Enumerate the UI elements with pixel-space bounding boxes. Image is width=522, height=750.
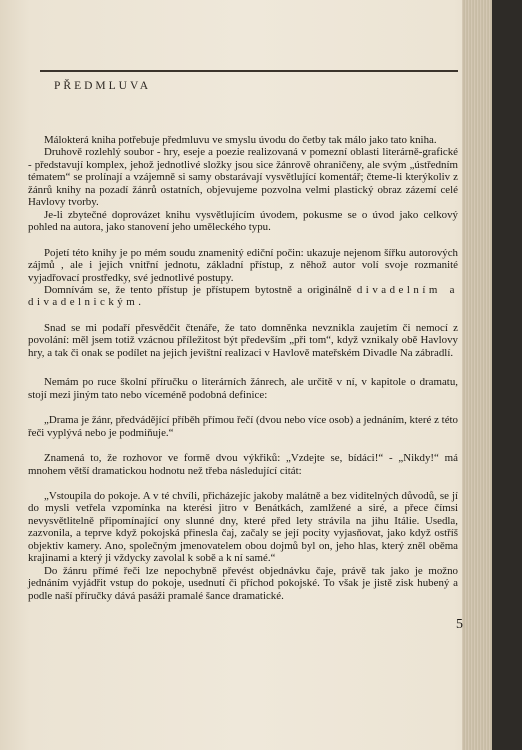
page-edge	[462, 0, 492, 750]
body-text	[28, 134, 458, 602]
spaced-emphasis: divadelním a divadelnickým	[28, 283, 458, 309]
paragraph: Nemám po ruce školní příručku o literárních žánrech, ale určitě v ní, v kapitole o dramatu, stojí mezi jiným tato nebo víceméně podobná definice:	[28, 376, 458, 401]
paragraph: Znamená to, že rozhovor ve formě dvou výkřiků: „Vzdejte se, bídáci!“ - „Nikdy!“ má mnohem větší dramatickou hodnotu než třeba následující citát:	[28, 452, 458, 477]
page-number: 5	[456, 617, 463, 632]
paragraph: Snad se mi podaří přesvědčit čtenáře, že tato domněnka nevznikla zaujetím či nemocí z povolání: měl jsem totiž vzácnou příležitost být především „při tom“, když vznikaly obě Havlovy hry, a tak či onak se podílet na jejich jevištní realizaci v Havlově mateřském Divadle Na zábradlí.	[28, 321, 458, 359]
paragraph: Málokterá kniha potřebuje předmluvu ve smyslu úvodu do četby tak málo jako tato kniha.	[44, 134, 437, 146]
paragraph: Je-li zbytečné doprovázet knihu vysvětlujícím úvodem, pokusme se o úvod jako celkový pohled na autora, jako stanovení jeho uměleckého typu.	[28, 208, 458, 234]
chapter-heading: PŘEDMLUVA	[54, 80, 152, 92]
paragraph: Druhově rozlehlý soubor - hry, eseje a poezie realizovaná v pomezní oblasti literárně-grafické - představují komplex, jehož jednotlivé složky jsou sice žánrově ohraničeny, ale svým „ústředním tématem“ se prolínají a vzájemně si samy obstarávají vysvětlující komentář; čteme-li kterýkoliv z žánrů knihy na pozadí žánrů ostatních, objevujeme pozvolna velmi plastický obraz zázemí celé Havlovy tvorby.	[28, 146, 458, 209]
paragraph	[28, 284, 458, 309]
paragraph-text: .	[138, 296, 141, 309]
paragraph: Pojetí této knihy je po mém soudu znamenitý ediční počin: ukazuje nejenom šířku autorových zájmů , ale i jejich vnitřní jednotu, základní přístup, z něhož autor volí svoje rozmanité vyjadřovací prostředky, své jednotlivé postupy.	[28, 246, 458, 284]
quote-paragraph: „Drama je žánr, předvádějící příběh přímou řečí (dvou nebo více osob) a jednáním, které z této řeči vyplývá nebo je podmiňuje.“	[28, 414, 458, 439]
paragraph: Do žánru přímé řeči lze nepochybně převést objednávku čaje, právě tak jako je možno jednáním vyjádřit vstup do pokoje, usednutí či příchod pokojské. To však je jistě zisk hubený a podle naší příručky dává pasáži pramalé šance dramatické.	[28, 564, 458, 602]
paragraph-text: Domnívám se, že tento přístup je přístupem bytostně a originálně	[44, 283, 357, 296]
quote-paragraph: „Vstoupila do pokoje. A v té chvíli, přicházejíc jakoby malátně a bez viditelných důvodů, se jí do mysli vetřela vzpomínka na kterési jitro v Benátkách, zamlžené a siré, a přece čímsi nevysvětlitelně připomínající ony slunné dny, které před lety strávila na jihu Itálie. Usedla, zazvonila, a teprve když pokojská přinesla čaj, začaly se její pocity vyjasňovat, jako když ostříš objektiv kamery. Ano, společným jmenovatelem obou dojmů byl on, jeho hlas, který zněl oběma krajinami a který ji vždycky zavolal k sobě a k ní samé.“	[28, 489, 458, 565]
heading-rule	[40, 70, 458, 72]
